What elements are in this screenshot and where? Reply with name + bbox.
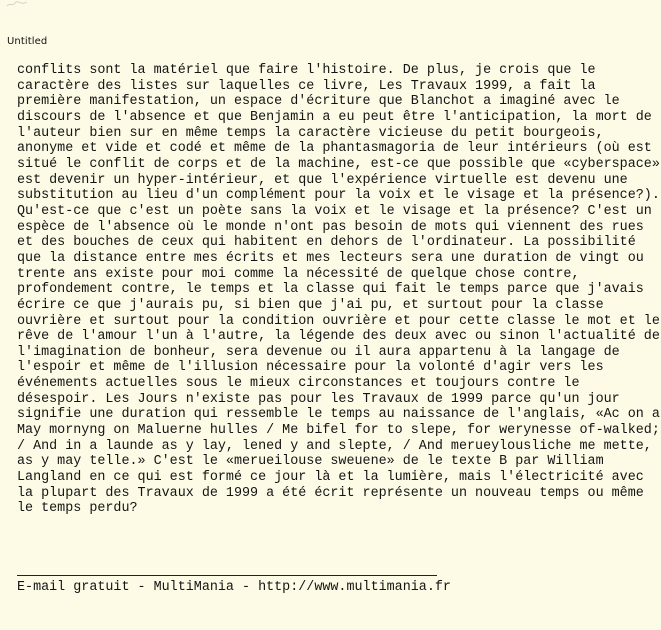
body-line: et des bouches de ceux qui habitent en dehors de l'ordinateur. La possibilité bbox=[17, 235, 636, 251]
body-line: May mornyng on Maluerne hulles / Me bifel for to slepe, for werynesse of-walked; bbox=[17, 423, 660, 439]
body-line: la plupart des Travaux de 1999 a été écrit représente un nouveau temps ou même bbox=[17, 485, 644, 501]
body-line: écrire ce que j'aurais pu, si bien que j'ai pu, et surtout pour la classe bbox=[17, 297, 604, 313]
body-line: substitution au lieu d'un complément pour la voix et le visage et la présence?). bbox=[17, 188, 660, 204]
body-line: Langland en ce qui est formé ce jour là et la lumière, mais l'électricité avec bbox=[17, 470, 644, 486]
body-line: l'auteur bien sur en même temps la caractère vicieuse du petit bourgeois, bbox=[17, 125, 604, 141]
body-line: espèce de l'absence où le monde n'ont pas besoin de mots qui viennent des rues bbox=[17, 219, 644, 235]
document-body bbox=[17, 63, 660, 517]
body-line: première manifestation, un espace d'écriture que Blanchot a imaginé avec le bbox=[17, 94, 620, 110]
body-line: trente ans existe pour moi comme la nécessité de quelque chose contre, bbox=[17, 266, 580, 282]
body-line: ouvrière et surtout pour la condition ouvrière et pour cette classe le mot et le bbox=[17, 313, 660, 329]
body-line: rêve de l'amour l'un à l'autre, la légende des deux avec ou sinon l'actualité de bbox=[17, 329, 660, 345]
footer-text: E-mail gratuit - MultiMania - bbox=[17, 580, 259, 595]
document-title: Untitled bbox=[7, 36, 48, 47]
corner-scribble-mark bbox=[6, 0, 28, 8]
body-line: Qu'est-ce que c'est un poète sans la voix et le visage et la présence? C'est un bbox=[17, 203, 652, 219]
body-line: discours de l'absence et que Benjamin a eu peut être l'anticipation, la mort de bbox=[17, 109, 652, 125]
multimania-link[interactable]: http://www.multimania.fr bbox=[258, 580, 451, 595]
body-line: caractère des listes sur laquelles ce livre, Les Travaux 1999, a fait la bbox=[17, 78, 596, 94]
body-line: / And in a launde as y lay, lened y and slepte, / And merueylousliche me mette, bbox=[17, 438, 652, 454]
body-line: le temps perdu? bbox=[17, 501, 138, 517]
body-line: conflits sont la matériel que faire l'histoire. De plus, je crois que le bbox=[17, 63, 596, 78]
body-line: signifie une duration qui ressemble le temps au naissance de l'anglais, «Ac on a bbox=[17, 407, 660, 423]
body-line: événements actuelles sous le mieux circonstances et toujours contre le bbox=[17, 376, 580, 392]
footer-divider bbox=[17, 575, 437, 576]
body-line: profondement contre, le temps et la classe qui fait le temps parce que j'avais bbox=[17, 282, 644, 298]
body-line: as y may telle.» C'est le «merueilouse sweuene» de le texte B par William bbox=[17, 454, 604, 470]
body-line: anonyme et vide et codé et même de la phantasmagoria de leur intérieurs (où est bbox=[17, 141, 652, 157]
footer bbox=[17, 580, 451, 596]
body-line: est devenir un hyper-intérieur, et que l'expérience virtuelle est devenu une bbox=[17, 172, 628, 188]
body-line: l'espoir et même de l'illusion nécessaire pour la volonté d'agir vers les bbox=[17, 360, 604, 376]
body-line: situé le conflit de corps et de la machine, est-ce que possible que «cyberspace» bbox=[17, 156, 660, 172]
body-line: que la distance entre mes écrits et mes lecteurs sera une duration de vingt ou bbox=[17, 250, 644, 266]
body-line: l'imagination de bonheur, sera devenue ou il aura appartenu à la langage de bbox=[17, 344, 620, 360]
body-line: désespoir. Les Jours n'existe pas pour les Travaux de 1999 parce qu'un jour bbox=[17, 391, 620, 407]
